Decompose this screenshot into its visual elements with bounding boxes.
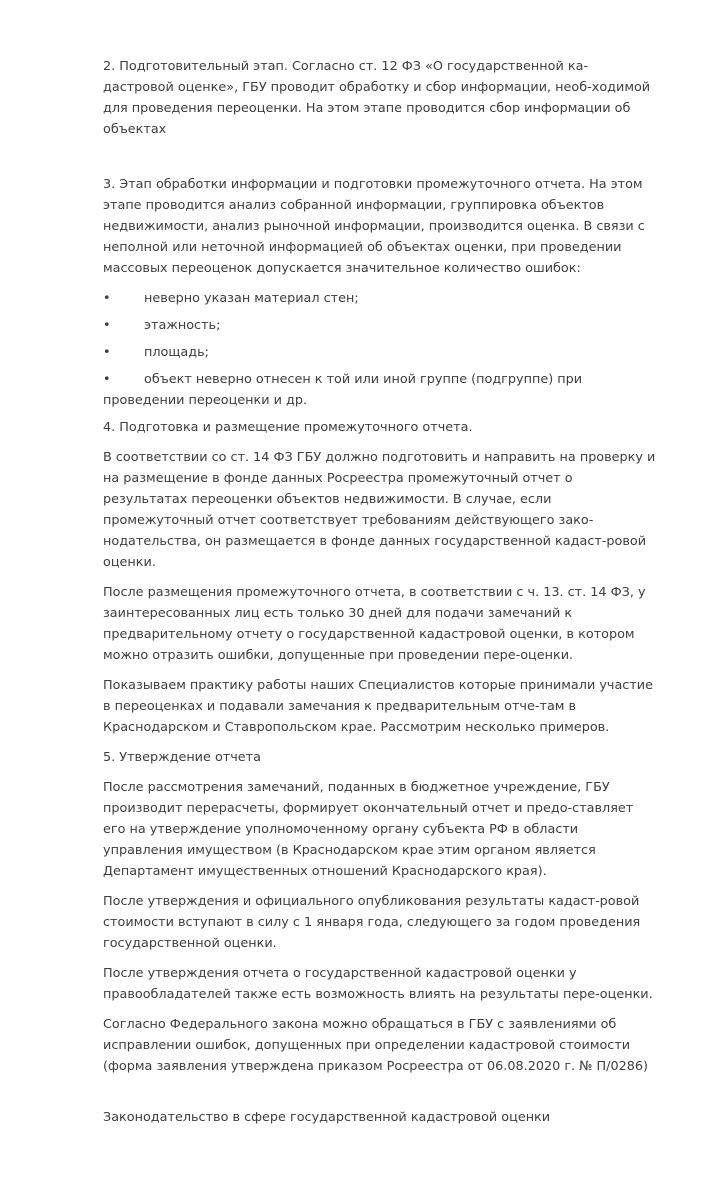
- bullet-marker-icon: •: [103, 372, 111, 387]
- paragraph-interim-report-heading: 4. Подготовка и размещение промежуточного отчета.: [103, 420, 473, 435]
- bullet-text: неверно указан материал стен;: [144, 291, 359, 306]
- paragraph-legislation-heading: Законодательство в сфере государственной кадастровой оценки: [103, 1110, 551, 1125]
- paragraph-approval-heading: 5. Утверждение отчета: [103, 750, 261, 765]
- paragraph-specialists-practice: Показываем практику работы наших Специалистов которые принимали участие в переоценках и подавали замечания к предварительным отче-там в Краснодарском и Ставропольском крае. Рассмотрим несколько примеров.: [103, 678, 653, 735]
- paragraph-recalculation: После рассмотрения замечаний, поданных в бюджетное учреждение, ГБУ производит перерасчеты, формирует окончательный отчет и предо-ставляет его на утверждение уполномоченному органу субъекта РФ в области управления имуществом (в Краснодарском крае этим органом является Департамент имущественных отношений Краснодарского края).: [103, 780, 634, 879]
- bullet-item-storeys: [103, 315, 657, 336]
- paragraph-influence-results: После утверждения отчета о государственной кадастровой оценки у правообладателей также есть возможность влиять на результаты пере-оценки.: [103, 966, 653, 1002]
- bullet-text: площадь;: [144, 345, 209, 360]
- paragraph-results-effective: После утверждения и официального опубликования результаты кадаст-ровой стоимости вступают в силу с 1 января года, следующего за годом проведения государственной оценки.: [103, 894, 641, 951]
- paragraph-processing-stage: 3. Этап обработки информации и подготовки промежуточного отчета. На этом этапе проводится анализ собранной информации, группировка объектов недвижимости, анализ рыночной информации, производится оценка. В связи с неполной или неточной информацией об объектах оценки, при проведении массовых переоценок допускается значительное количество ошибок:: [103, 177, 645, 276]
- bullet-item-wrong-group: [103, 369, 657, 411]
- bullet-item-area: [103, 342, 657, 363]
- bullet-marker-icon: •: [103, 318, 111, 333]
- paragraph-preparatory-stage: 2. Подготовительный этап. Согласно ст. 12 ФЗ «О государственной ка-дастровой оценке», ГБУ проводит обработку и сбор информации, необ-ходимой для проведения переоценки. На этом этапе проводится сбор информации об объектах: [103, 59, 651, 137]
- bullet-item-wall-material: [103, 288, 657, 309]
- paragraph-interim-report-submission: В соответствии со ст. 14 ФЗ ГБУ должно подготовить и направить на проверку и на размещение в фонде данных Росреестра промежуточный отчет о результатах переоценки объектов недвижимости. В случае, если промежуточный отчет соответствует требованиям действующего зако-нодательства, он размещается в фонде данных государственной кадаст-ровой оценки.: [103, 450, 656, 570]
- bullet-marker-icon: •: [103, 345, 111, 360]
- paragraph-error-correction: Согласно Федерального закона можно обращаться в ГБУ с заявлениями об исправлении ошибок, допущенных при определении кадастровой стоимости (форма заявления утверждена приказом Росреестра от 06.08.2020 г. № П/0286): [103, 1017, 649, 1074]
- bullet-marker-icon: •: [103, 291, 111, 306]
- bullet-text: объект неверно отнесен к той или иной группе (подгруппе) при проведении переоценки и др.: [103, 372, 583, 408]
- bullet-text: этажность;: [144, 318, 221, 333]
- paragraph-objection-period: После размещения промежуточного отчета, в соответствии с ч. 13. ст. 14 ФЗ, у заинтересованных лиц есть только 30 дней для подачи замечаний к предварительному отчету о государственной кадастровой оценки, в котором можно отразить ошибки, допущенные при проведении пере-оценки.: [103, 585, 646, 663]
